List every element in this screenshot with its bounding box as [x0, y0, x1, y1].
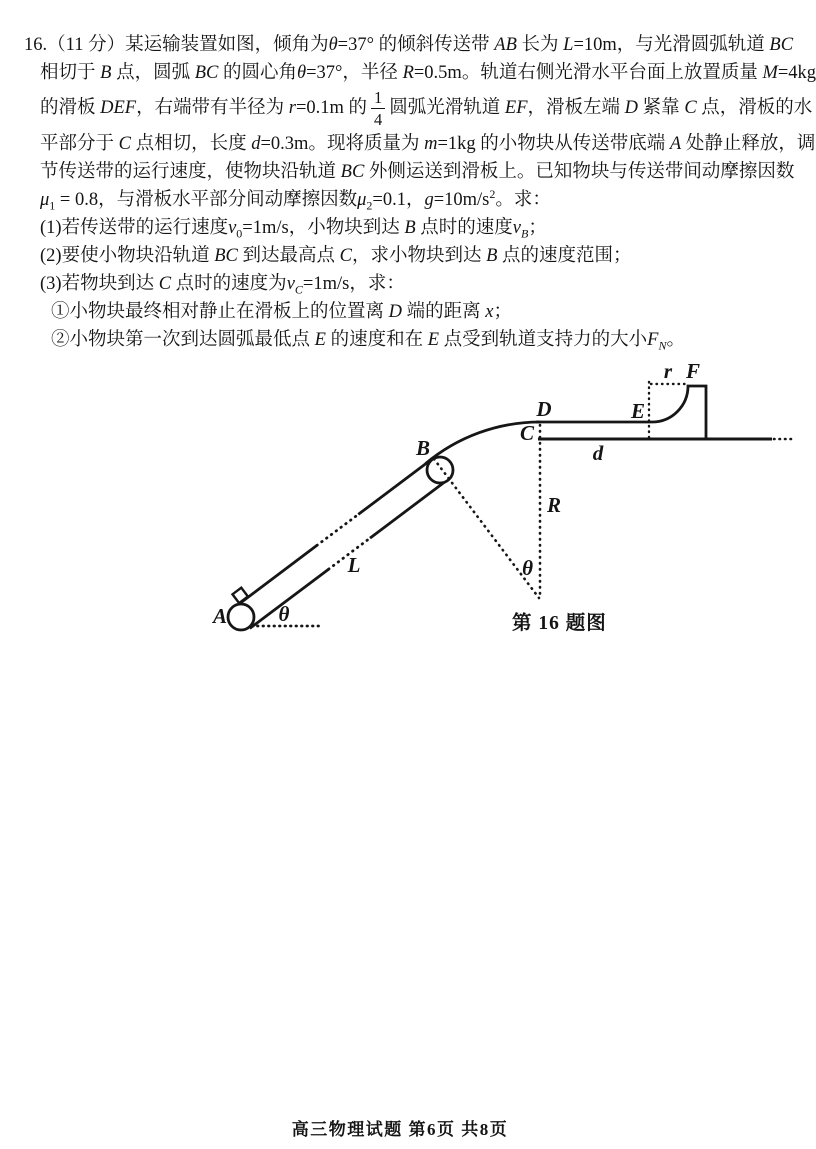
sled-quarter-arc-ef [652, 386, 706, 438]
label-d-point: D [536, 397, 552, 421]
label-L-length: L [347, 553, 361, 577]
belt-upper-solid-2 [358, 460, 431, 515]
text-line-5: 节传送带的运行速度，使物块沿轨道 BC 外侧运送到滑板上。已知物块与传送带间动摩擦因数 [40, 162, 795, 182]
text-line-4: 平部分于 C 点相切，长度 d=0.3m。现将质量为 m=1kg 的小物块从传送带底端 A 处静止释放，调 [40, 134, 816, 154]
label-d-length: d [592, 441, 604, 465]
text-line-6: $\mu_1 = 0.8$，与滑板水平部分间动摩擦因数$\mu_2=0.1$，$g=10m/s^2$。求： [40, 186, 551, 213]
text-line-2: 相切于 B 点，圆弧 BC 的圆心角θ=37°，半径 R=0.5m。轨道右侧光滑水平台面上放置质量 M=4kg [40, 63, 816, 83]
figure [0, 360, 800, 650]
belt-upper-break-dotted [317, 514, 358, 545]
label-R-radius: R [547, 493, 562, 517]
text-line-3: 的滑板 DEF，右端带有半径为 r=0.1m 的 $\frac{1}{4}$ 圆弧光滑轨道 EF，滑板左端 D 紧靠 C 点，滑板的水 [40, 88, 813, 129]
block-square [232, 588, 247, 603]
text-line-10: ①小物块最终相对静止在滑板上的位置离 D 端的距离 x； [51, 302, 513, 322]
page-footer: 高三物理试题 第6页 共8页 [291, 1120, 509, 1139]
problem-text [24, 31, 816, 354]
text-line-11: ②小物块第一次到达圆弧最低点 E 的速度和在 E 点受到轨道支持力的大小$F_N$。 [51, 330, 686, 353]
text-line-9: (3)若物块到达 C 点时的速度为$v_C=1m/s$，求： [40, 274, 405, 297]
label-r-radius: r [663, 359, 673, 383]
pulley-a [228, 604, 254, 630]
label-e: E [630, 399, 645, 423]
label-c: C [519, 421, 534, 445]
fraction: $\frac{1}{4}$ [371, 87, 385, 130]
belt-lower-solid-2 [370, 480, 447, 538]
figure-caption: 第 16 题图 [512, 613, 607, 634]
label-a: A [212, 604, 227, 628]
label-theta-arc: θ [522, 556, 533, 580]
label-f: F [685, 359, 701, 383]
physics-diagram [0, 360, 800, 650]
label-theta-incline: θ [278, 602, 290, 626]
text-line-8: (2)要使小物块沿轨道 BC 到达最高点 C，求小物块到达 B 点的速度范围； [40, 246, 632, 266]
text-line-1: 16.（11 分）某运输装置如图，倾角为θ=37° 的倾斜传送带 AB 长为 L=10m，与光滑圆弧轨道 BC [24, 35, 794, 55]
label-b: B [415, 436, 431, 460]
problem-lines [24, 31, 816, 354]
text-line-7: (1)若传送带的运行速度$v_0=1m/s$，小物块到达 B 点时的速度$v_B$； [40, 218, 547, 241]
